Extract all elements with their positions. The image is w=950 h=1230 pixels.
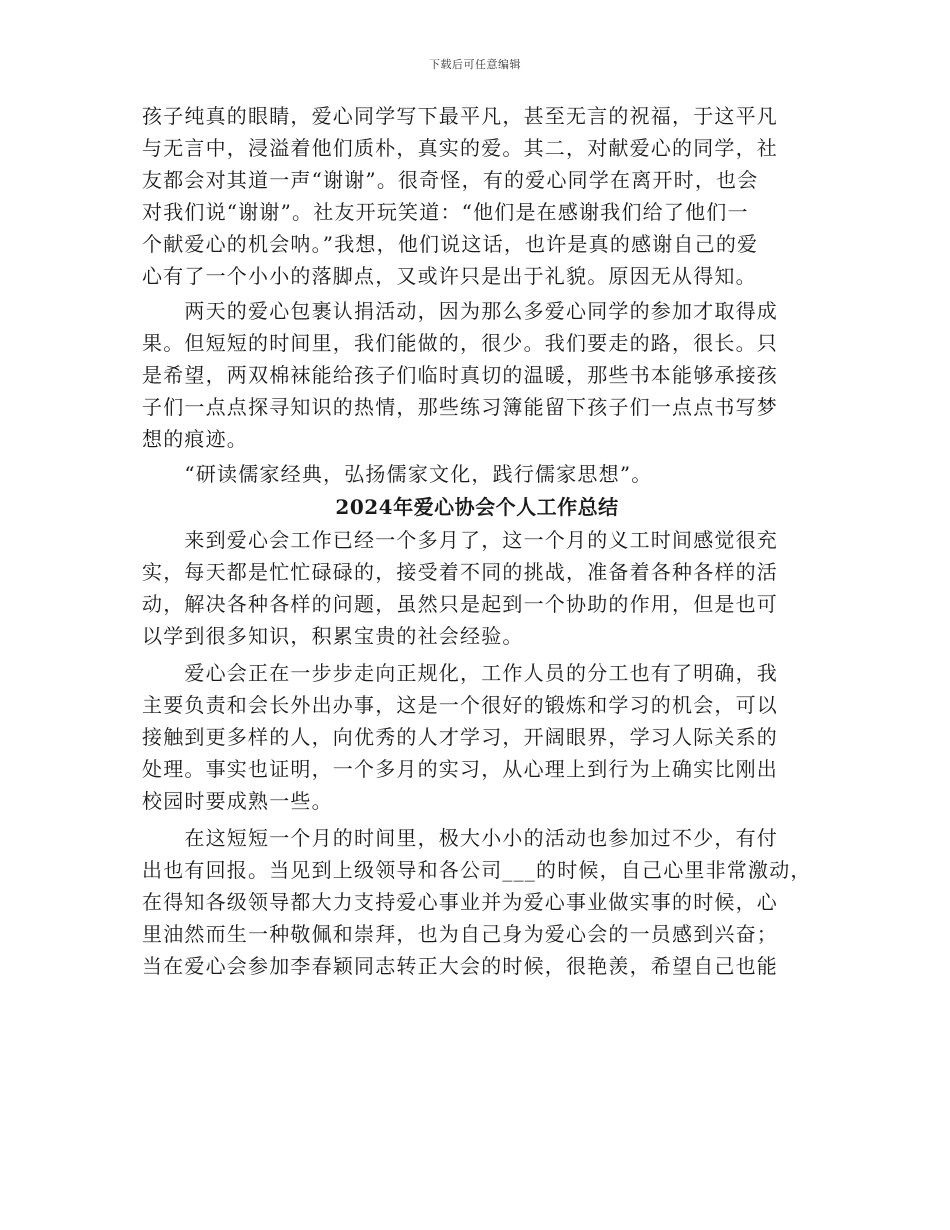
text-line: 想的痕迹。 <box>142 427 248 451</box>
text-line: 出也有回报。当见到上级领导和各公司___的时候，自己心里非常激动， <box>142 858 812 882</box>
text-line: 友都会对其道一声“谢谢”。很奇怪，有的爱心同学在离开时，也会 <box>142 168 759 192</box>
text-line: 果。但短短的时间里，我们能做的，很少。我们要走的路，很长。只 <box>142 331 778 355</box>
text-line: 个献爱心的机会呐。”我想，他们说这话，也许是真的感谢自己的爱 <box>142 232 759 256</box>
paragraph <box>142 657 812 817</box>
text-line: 当在爱心会参加李春颖同志转正大会的时候，很艳羡，希望自己也能 <box>142 954 778 978</box>
text-line: 在得知各级领导都大力支持爱心事业并为爱心事业做实事的时候，心 <box>142 890 778 914</box>
paragraph <box>142 822 812 982</box>
text-line: 实，每天都是忙忙碌碌的，接受着不同的挑战，准备着各种各样的活 <box>142 560 778 584</box>
text-line: 孩子纯真的眼睛，爱心同学写下最平凡，甚至无言的祝福，于这平凡 <box>142 104 778 128</box>
paragraph <box>142 458 812 490</box>
text-line: 主要负责和会长外出办事，这是一个很好的锻炼和学习的机会，可以 <box>142 693 778 717</box>
text-line: 是希望，两双棉袜能给孩子们临时真切的温暖，那些书本能够承接孩 <box>142 363 778 387</box>
text-line: “研读儒家经典，弘扬儒家文化，践行儒家思想”。 <box>142 462 653 486</box>
text-line: 两天的爱心包裹认捐活动，因为那么多爱心同学的参加才取得成 <box>142 299 778 323</box>
text-line: 处理。事实也证明，一个多月的实习，从心理上到行为上确实比刚出 <box>142 757 778 781</box>
document-body <box>142 100 812 982</box>
paragraph <box>142 295 812 455</box>
text-line: 接触到更多样的人，向优秀的人才学习，开阔眼界，学习人际关系的 <box>142 725 778 749</box>
text-line: 里油然而生一种敬佩和崇拜，也为自己身为爱心会的一员感到兴奋； <box>142 922 778 946</box>
text-line: 来到爱心会工作已经一个多月了，这一个月的义工时间感觉很充 <box>142 528 778 552</box>
text-line: 对我们说“谢谢”。社友开玩笑道：“他们是在感谢我们给了他们一 <box>142 200 749 224</box>
text-line: 爱心会正在一步步走向正规化，工作人员的分工也有了明确，我 <box>142 661 778 685</box>
text-line: 校园时要成熟一些。 <box>142 789 333 813</box>
text-line: 与无言中，浸溢着他们质朴，真实的爱。其二，对献爱心的同学，社 <box>142 136 778 160</box>
text-line: 子们一点点探寻知识的热情，那些练习簿能留下孩子们一点点书写梦 <box>142 395 778 419</box>
paragraph <box>142 100 812 292</box>
text-line: 动，解决各种各样的问题，虽然只是起到一个协助的作用，但是也可 <box>142 592 778 616</box>
section-title: 2024年爱心协会个人工作总结 <box>335 495 619 519</box>
paragraph <box>142 524 812 652</box>
text-line: 以学到很多知识，积累宝贵的社会经验。 <box>142 624 524 648</box>
text-line: 心有了一个小小的落脚点，又或许只是出于礼貌。原因无从得知。 <box>142 264 757 288</box>
page-header: 下载后可任意编辑 <box>429 58 521 71</box>
text-line: 在这短短一个月的时间里，极大小小的活动也参加过不少，有付 <box>142 826 778 850</box>
